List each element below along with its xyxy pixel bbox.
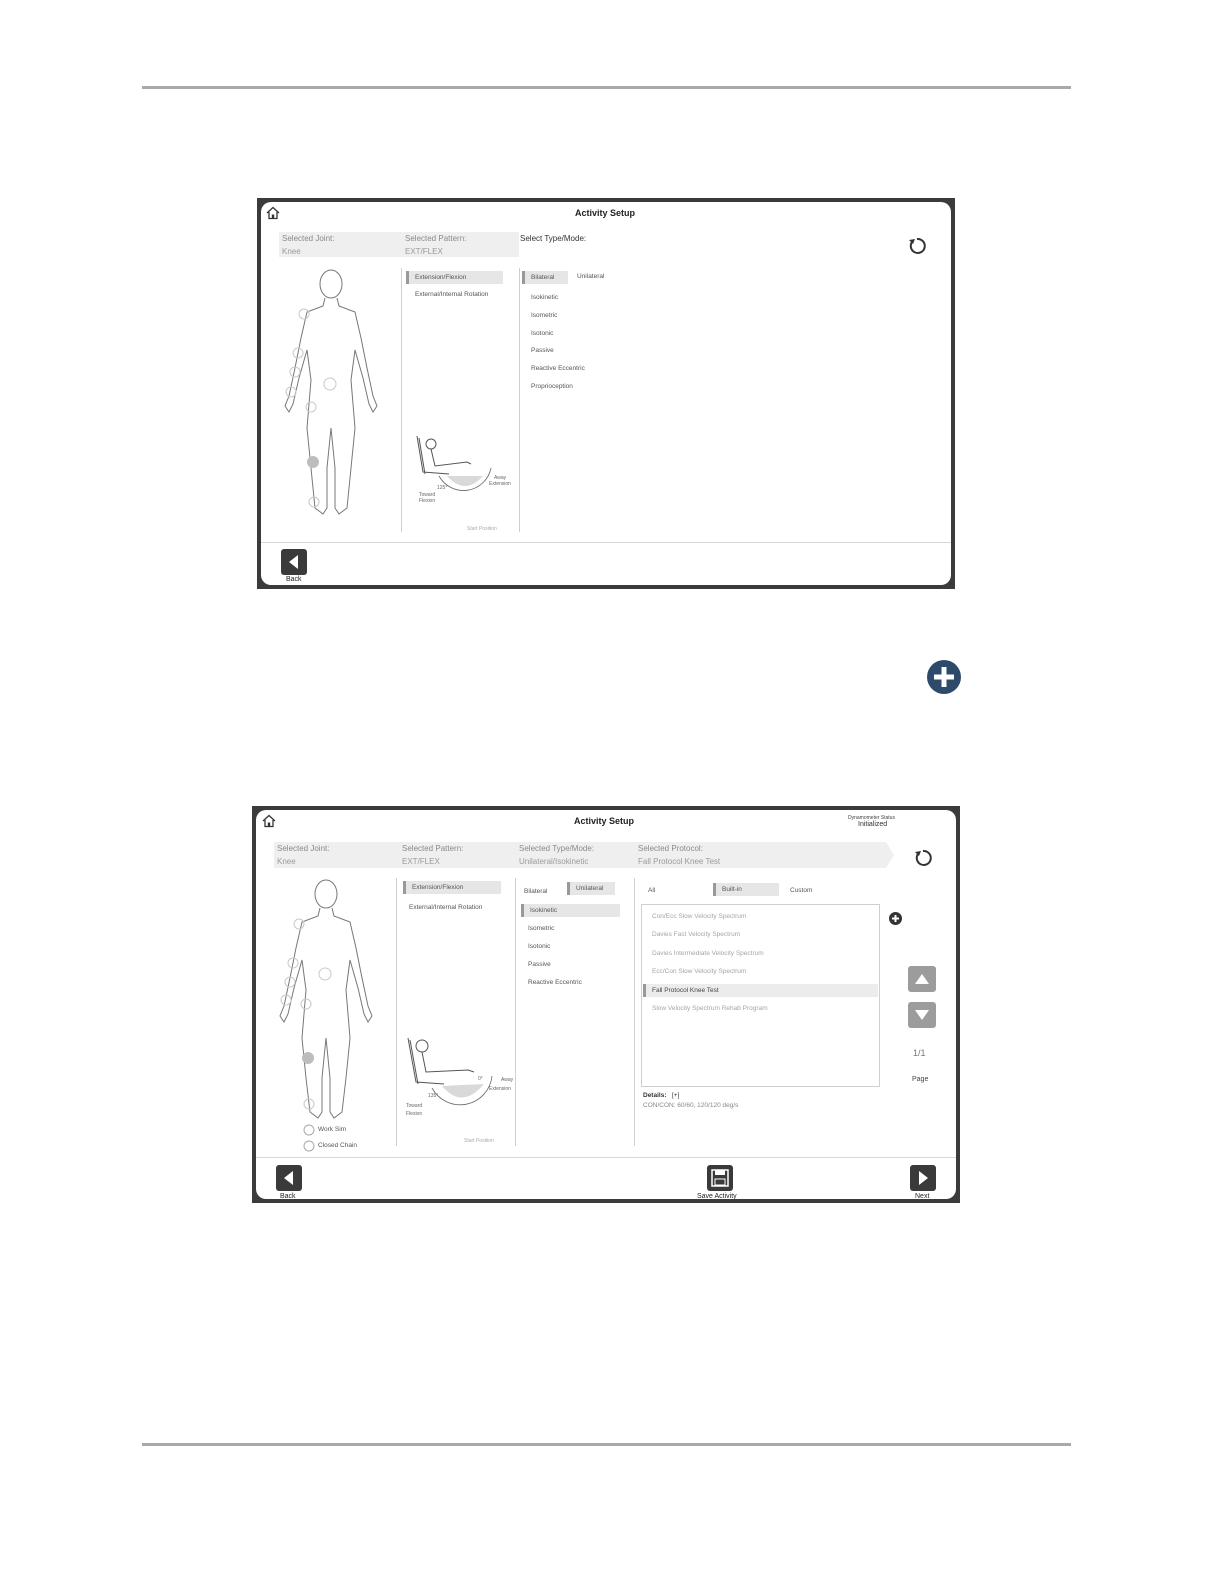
- protocol-item[interactable]: Ecc/Con Slow Velocity Spectrum: [652, 968, 747, 975]
- type-bilateral[interactable]: Bilateral: [522, 271, 568, 284]
- body-figure: [274, 878, 384, 1124]
- mode-isotonic[interactable]: Isotonic: [528, 943, 551, 950]
- diagram-flexion: Flexion: [419, 498, 436, 504]
- next-label: Next: [915, 1193, 930, 1199]
- diagram-angle: 125°: [437, 485, 448, 491]
- arrow-up-icon: [908, 966, 936, 992]
- diagram-start-position: Start Position: [467, 526, 497, 532]
- selected-protocol-value: Fall Protocol Knee Test: [638, 857, 721, 866]
- selected-pattern-value: EXT/FLEX: [402, 857, 440, 866]
- add-protocol-button[interactable]: [889, 912, 902, 925]
- save-activity-button[interactable]: [707, 1165, 733, 1191]
- page-label: Page: [912, 1076, 929, 1083]
- diagram-toward: Toward: [419, 492, 436, 498]
- diagram-angle-zero: 0°: [478, 1076, 483, 1082]
- back-arrow-icon: [281, 549, 307, 575]
- diagram-away: Away: [501, 1077, 514, 1083]
- divider: [515, 878, 516, 1146]
- work-sim-label: Work Sim: [318, 1126, 347, 1133]
- footer-divider: [256, 1157, 956, 1158]
- mode-isometric[interactable]: Isometric: [531, 312, 558, 319]
- dynamometer-status-value: Initialized: [858, 821, 888, 828]
- details-label: Details:: [643, 1092, 667, 1099]
- next-arrow-icon: [910, 1165, 936, 1191]
- page-bottom-rule: [142, 1443, 1071, 1446]
- diagram-extension: Extension: [489, 481, 511, 487]
- reset-icon[interactable]: [913, 848, 933, 868]
- knee-movement-diagram: [404, 1032, 514, 1112]
- back-arrow-icon: [276, 1165, 302, 1191]
- selected-joint-label: Selected Joint:: [282, 234, 335, 243]
- protocol-item[interactable]: Davies Intermediate Velocity Spectrum: [652, 950, 764, 957]
- selected-pattern-value: EXT/FLEX: [405, 247, 443, 256]
- type-bilateral[interactable]: Bilateral: [524, 888, 548, 895]
- protocol-item-selected[interactable]: Fall Protocol Knee Test: [643, 984, 878, 997]
- selected-joint-label: Selected Joint:: [277, 844, 330, 853]
- diagram-extension: Extension: [489, 1086, 511, 1092]
- page-title: Activity Setup: [575, 208, 636, 218]
- summary-bar-arrow: [886, 842, 894, 868]
- work-sim-radio[interactable]: [303, 1124, 315, 1136]
- footer-divider: [261, 542, 951, 543]
- reset-icon[interactable]: [907, 236, 927, 256]
- pattern-external-internal-rotation[interactable]: External/Internal Rotation: [409, 904, 483, 911]
- mode-isokinetic[interactable]: Isokinetic: [521, 904, 620, 917]
- page-count: 1/1: [913, 1048, 926, 1058]
- mode-reactive-eccentric[interactable]: Reactive Eccentric: [531, 365, 585, 372]
- mode-isometric[interactable]: Isometric: [528, 925, 555, 932]
- back-button[interactable]: [281, 549, 307, 575]
- page-down-button[interactable]: [908, 1002, 936, 1028]
- page-title: Activity Setup: [574, 816, 635, 826]
- app-window: [261, 202, 951, 585]
- page-top-rule: [142, 86, 1071, 89]
- mode-passive[interactable]: Passive: [531, 347, 554, 354]
- body-figure: [277, 268, 387, 520]
- selected-pattern-label: Selected Pattern:: [405, 234, 467, 243]
- selected-protocol-label: Selected Protocol:: [638, 844, 703, 853]
- diagram-flexion: Flexion: [406, 1111, 423, 1117]
- add-protocol-icon: [927, 660, 961, 694]
- home-icon[interactable]: [262, 814, 276, 828]
- type-unilateral[interactable]: Unilateral: [577, 273, 605, 280]
- selected-type-label: Selected Type/Mode:: [519, 844, 595, 853]
- selected-type-value: Unilateral/Isokinetic: [519, 857, 589, 866]
- divider: [519, 268, 520, 532]
- divider: [634, 878, 635, 1146]
- protocol-item[interactable]: Slow Velocity Spectrum Rehab Program: [652, 1005, 768, 1012]
- mode-passive[interactable]: Passive: [528, 961, 551, 968]
- home-icon[interactable]: [266, 206, 280, 220]
- dynamometer-status-label: Dynamometer Status: [848, 815, 895, 821]
- mode-proprioception[interactable]: Proprioception: [531, 383, 573, 390]
- divider: [401, 268, 402, 532]
- closed-chain-label: Closed Chain: [318, 1142, 358, 1149]
- save-activity-label: Save Activity: [697, 1193, 737, 1199]
- diagram-start-position: Start Position: [464, 1138, 494, 1144]
- mode-isotonic[interactable]: Isotonic: [531, 330, 554, 337]
- selected-joint-value: Knee: [282, 247, 301, 256]
- protocol-item[interactable]: Con/Ecc Slow Velocity Spectrum: [652, 913, 747, 920]
- back-label: Back: [280, 1193, 296, 1199]
- mode-reactive-eccentric[interactable]: Reactive Eccentric: [528, 979, 582, 986]
- app-window: [256, 810, 956, 1199]
- protocol-item[interactable]: Davies Fast Velocity Spectrum: [652, 931, 741, 938]
- back-label: Back: [286, 576, 302, 583]
- diagram-away: Away: [494, 475, 507, 481]
- mode-isokinetic[interactable]: Isokinetic: [531, 294, 559, 301]
- pattern-extension-flexion[interactable]: Extension/Flexion: [403, 881, 501, 894]
- filter-built-in[interactable]: Built-in: [713, 883, 779, 896]
- arrow-down-icon: [908, 1002, 936, 1028]
- screenshot-activity-setup-protocol: [252, 806, 960, 1203]
- selected-pattern-label: Selected Pattern:: [402, 844, 464, 853]
- diagram-angle: 135°: [428, 1093, 439, 1099]
- diagram-toward: Toward: [406, 1103, 423, 1109]
- selected-joint-value: Knee: [277, 857, 296, 866]
- pattern-external-internal-rotation[interactable]: External/Internal Rotation: [415, 291, 489, 298]
- save-icon: [707, 1165, 733, 1191]
- filter-all[interactable]: All: [648, 887, 656, 894]
- closed-chain-radio[interactable]: [303, 1140, 315, 1152]
- select-type-prompt: Select Type/Mode:: [520, 234, 587, 243]
- page-up-button[interactable]: [908, 966, 936, 992]
- pattern-extension-flexion[interactable]: Extension/Flexion: [406, 271, 503, 284]
- details-value: CON/CON: 60/60, 120/120 deg/s: [643, 1102, 739, 1109]
- next-button[interactable]: [910, 1165, 936, 1191]
- type-unilateral[interactable]: Unilateral: [567, 882, 615, 895]
- back-button[interactable]: [276, 1165, 302, 1191]
- filter-custom[interactable]: Custom: [790, 887, 813, 894]
- divider: [396, 878, 397, 1146]
- details-toggle[interactable]: [+]: [672, 1092, 680, 1099]
- screenshot-activity-setup-type: [257, 198, 955, 589]
